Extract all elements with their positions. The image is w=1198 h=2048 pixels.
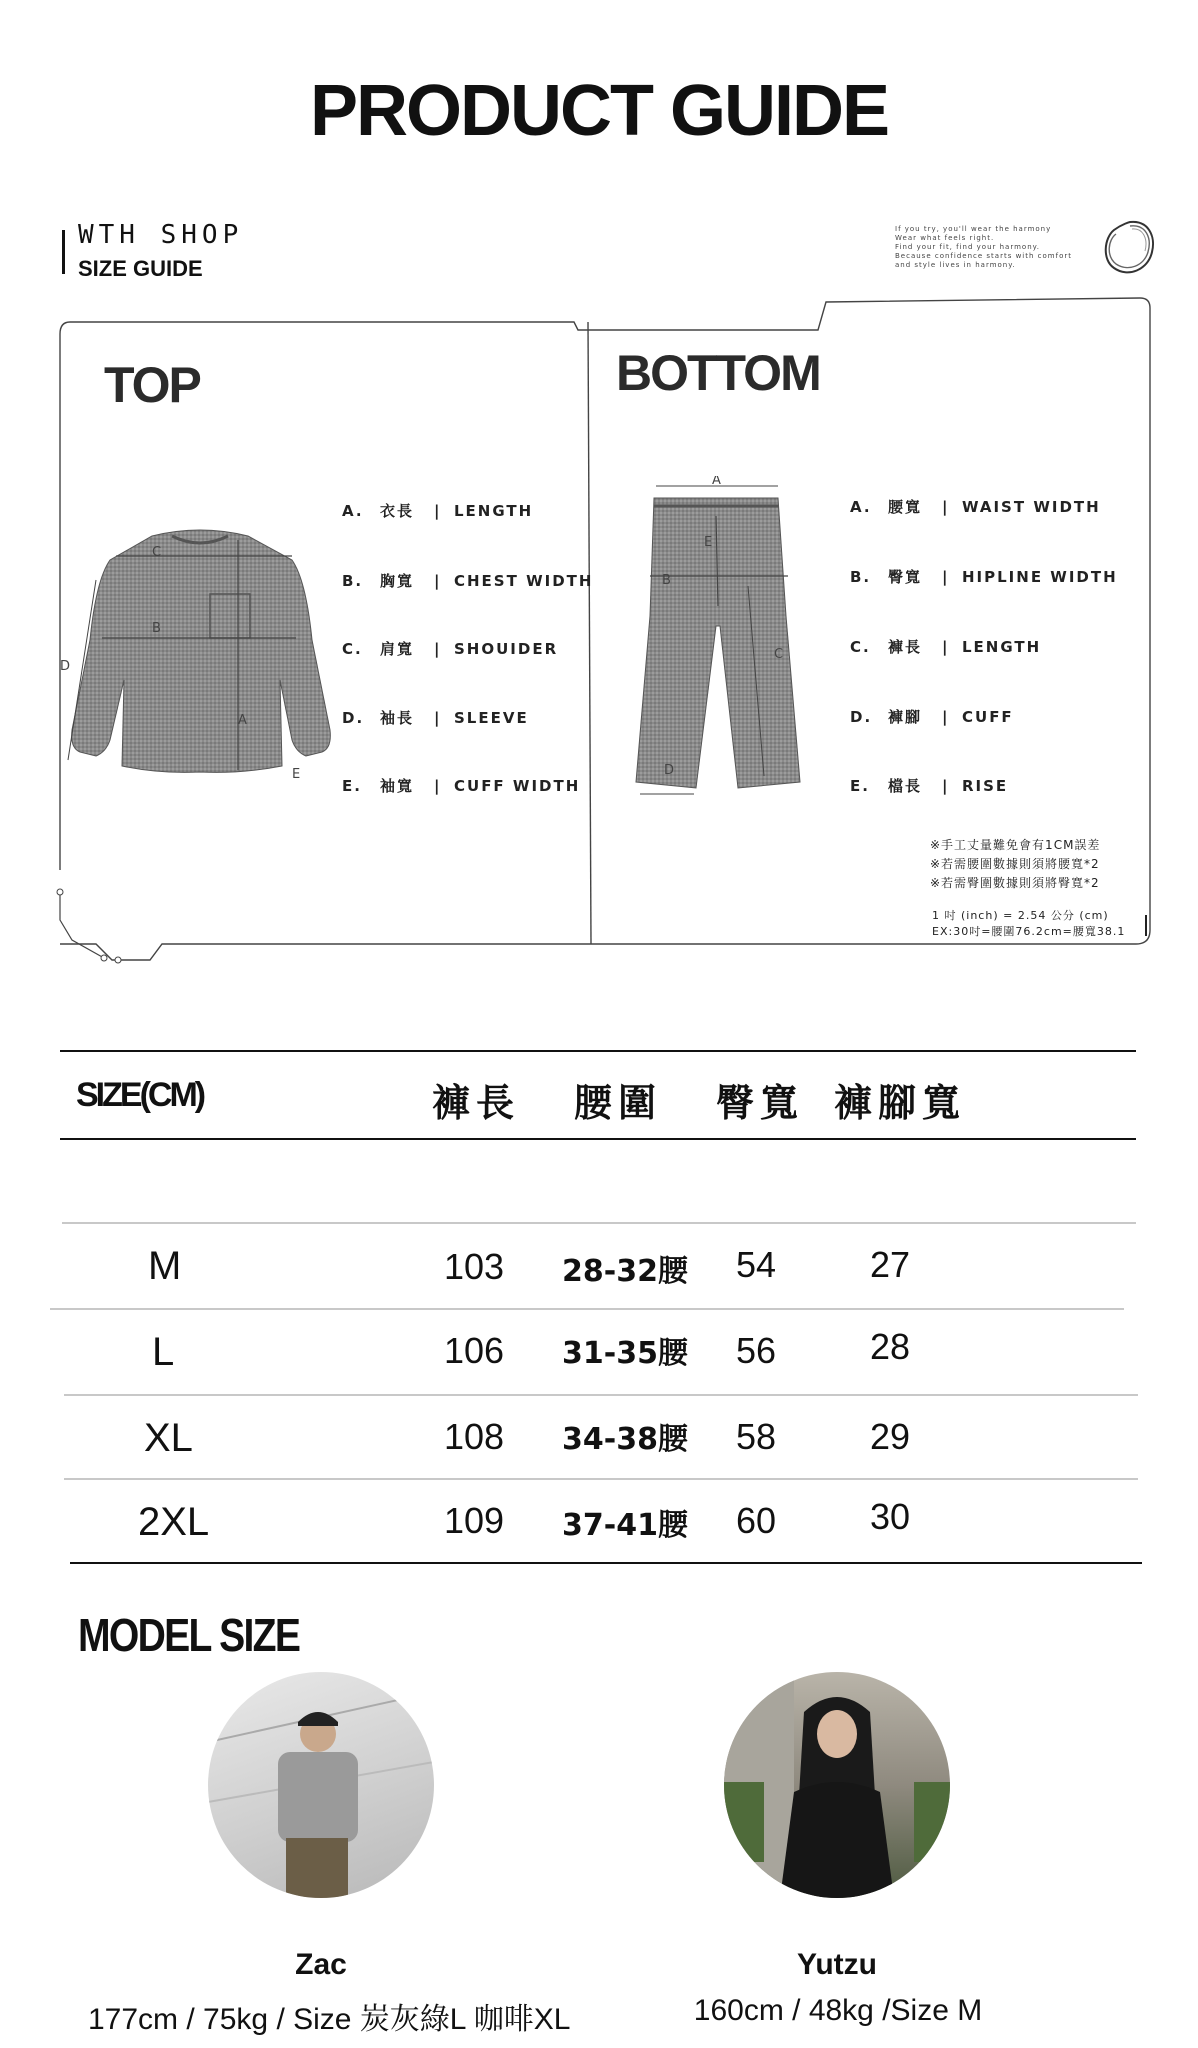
model-stats-zac: 177cm / 75kg / Size 炭灰綠L 咖啡XL xyxy=(88,2003,571,2036)
bottom-measure-a: A. 腰寬 | WAIST WIDTH xyxy=(850,498,1101,516)
model-name-zac: Zac xyxy=(295,1948,347,1981)
model-photo-yutzu xyxy=(724,1672,950,1898)
sweatshirt-illustration xyxy=(60,520,340,790)
waist-cell: 34-38腰 xyxy=(562,1422,688,1457)
hip-column-header: 臀寬 xyxy=(716,1081,805,1125)
tagline: If you try, you'll wear the harmony Wear what feels right. Find your fit, find your harmony. Because confidence starts with comfort and style lives in harmony. xyxy=(895,225,1072,269)
size-cell: M xyxy=(148,1244,182,1288)
label-b: B xyxy=(152,621,161,636)
model-name-yutzu: Yutzu xyxy=(797,1948,877,1981)
measurement-notes: ※手工丈量難免會有1CM誤差 ※若需腰圍數據則須將腰寬*2 ※若需臀圍數據則須將臀寬*2 xyxy=(930,838,1101,890)
label-d: D xyxy=(664,763,675,778)
cuff-cell: 30 xyxy=(870,1496,911,1537)
waist-cell: 28-32腰 xyxy=(562,1254,688,1289)
page-title: PRODUCT GUIDE xyxy=(309,71,889,151)
label-a: A xyxy=(712,476,721,488)
pants-illustration xyxy=(628,476,808,806)
size-cell: L xyxy=(152,1330,175,1374)
label-e: E xyxy=(704,535,713,550)
top-measure-d: D. 袖長 | SLEEVE xyxy=(342,709,529,727)
cuff-cell: 29 xyxy=(870,1416,911,1457)
row-divider xyxy=(64,1394,1138,1396)
length-cell: 106 xyxy=(444,1330,505,1371)
label-d: D xyxy=(60,659,71,674)
bottom-measure-b: B. 臀寬 | HIPLINE WIDTH xyxy=(850,568,1118,586)
bottom-measure-d: D. 褲腳 | CUFF xyxy=(850,708,1014,726)
top-heading: TOP xyxy=(104,357,200,413)
table-top-rule xyxy=(60,1050,1136,1052)
unit-conversion: 1 吋 (inch) = 2.54 公分 (cm) EX:30吋=腰圍76.2cm=腰寬38.1 xyxy=(932,909,1126,938)
top-measure-b: B. 胸寬 | CHEST WIDTH xyxy=(342,572,594,590)
row-divider xyxy=(50,1308,1124,1310)
hip-cell: 54 xyxy=(736,1244,777,1285)
size-cell: XL xyxy=(144,1416,193,1460)
length-cell: 103 xyxy=(444,1246,505,1287)
size-guide-label: SIZE GUIDE xyxy=(78,256,203,281)
length-cell: 109 xyxy=(444,1500,505,1541)
model-stats-yutzu: 160cm / 48kg /Size M xyxy=(693,1994,983,2027)
bottom-measure-e: E. 檔長 | RISE xyxy=(850,777,1009,795)
cuff-cell: 27 xyxy=(870,1244,911,1285)
waist-cell: 37-41腰 xyxy=(562,1508,688,1543)
cuff-cell: 28 xyxy=(870,1326,911,1367)
hip-cell: 56 xyxy=(736,1330,777,1371)
hip-cell: 58 xyxy=(736,1416,777,1457)
label-c: C xyxy=(152,545,162,560)
model-photo-zac xyxy=(208,1672,434,1898)
length-cell: 108 xyxy=(444,1416,505,1457)
brand-name: WTH SHOP xyxy=(78,220,244,250)
model-size-heading: MODEL SIZE xyxy=(78,1609,300,1661)
bottom-heading: BOTTOM xyxy=(616,345,820,401)
length-column-header: 褲長 xyxy=(432,1081,521,1125)
row-divider xyxy=(64,1478,1138,1480)
label-c: C xyxy=(774,647,784,662)
row-divider xyxy=(62,1222,1136,1224)
label-e: E xyxy=(292,767,301,782)
top-measure-c: C. 肩寬 | SHOUIDER xyxy=(342,640,559,658)
cuff-column-header: 褲腳寬 xyxy=(834,1081,967,1125)
top-measure-a: A. 衣長 | LENGTH xyxy=(342,502,534,520)
table-header-rule xyxy=(60,1138,1136,1140)
bottom-measure-c: C. 褲長 | LENGTH xyxy=(850,638,1042,656)
table-bottom-rule xyxy=(70,1562,1142,1564)
size-column-header: SIZE(CM) xyxy=(76,1076,204,1114)
label-a: A xyxy=(238,713,247,728)
waist-cell: 31-35腰 xyxy=(562,1336,688,1371)
size-cell: 2XL xyxy=(138,1500,210,1544)
label-b: B xyxy=(662,573,671,588)
hip-cell: 60 xyxy=(736,1500,777,1541)
top-measure-e: E. 袖寬 | CUFF WIDTH xyxy=(342,777,581,795)
waist-column-header: 腰圍 xyxy=(574,1081,663,1125)
